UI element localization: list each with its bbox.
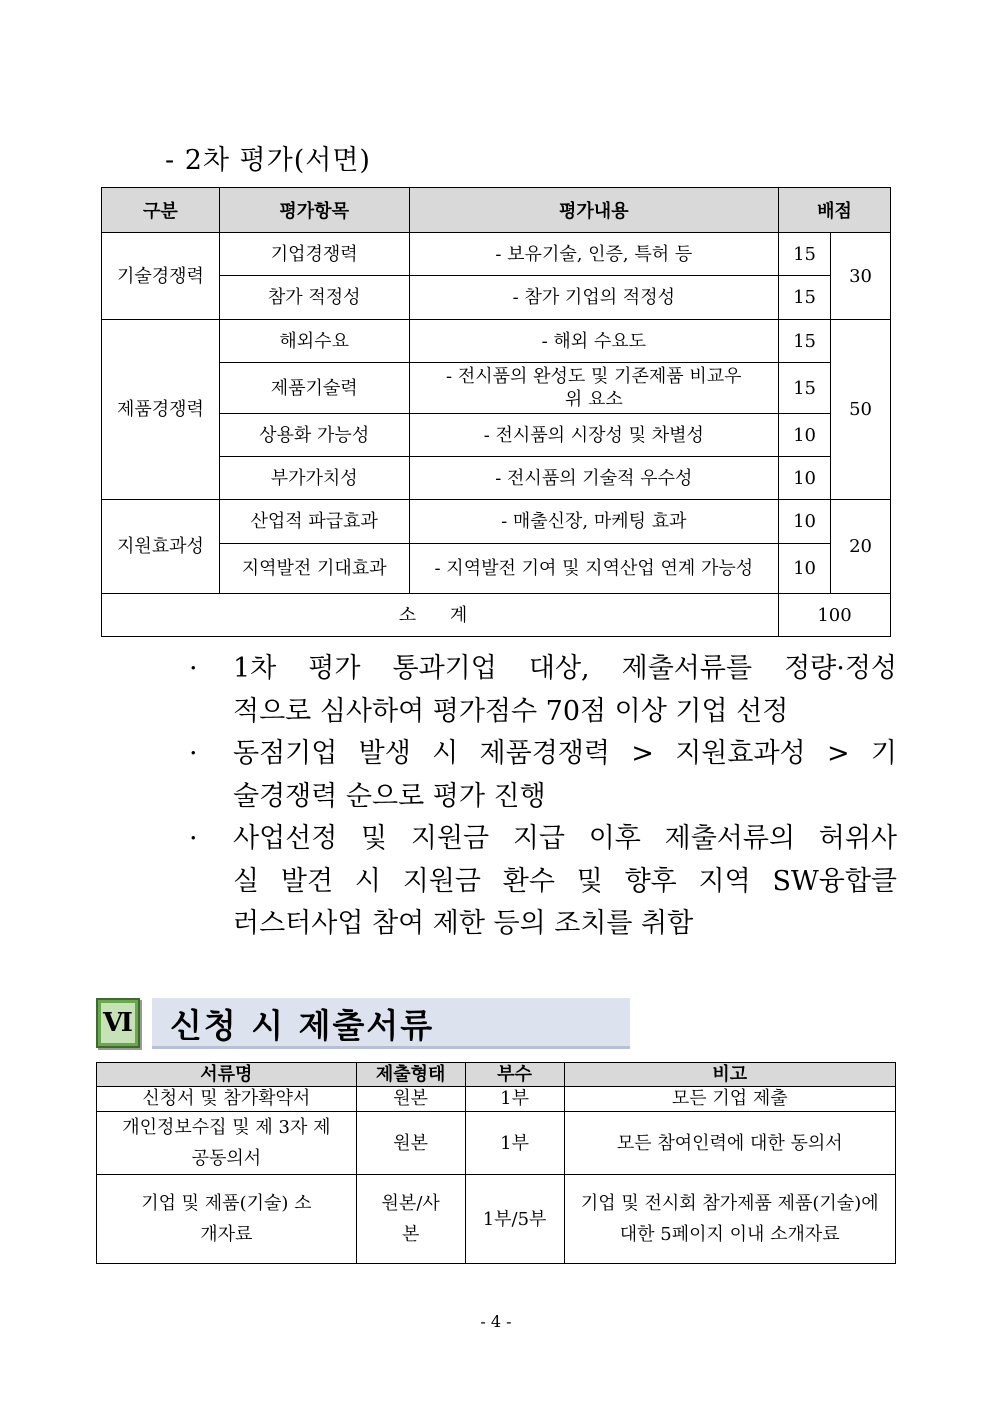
bullet-symbol: ·: [189, 738, 198, 769]
section-number: Ⅵ: [101, 1003, 135, 1043]
bullet-line: 적으로 심사하여 평가점수 70점 이상 기업 선정: [233, 695, 789, 727]
score-cell: 15: [779, 363, 831, 414]
bullet-line: 사업선정 및 지원금 지급 이후 제출서류의 허위사: [233, 823, 897, 854]
score-cell: 15: [779, 233, 831, 276]
copies-cell: 1부/5부: [465, 1175, 564, 1264]
score-cell: 10: [779, 500, 831, 544]
item-cell: 산업적 파급효과: [219, 500, 409, 544]
table-row: [102, 414, 891, 457]
table-row: [102, 320, 891, 363]
content-cell: - 전시품의 시장성 및 차별성: [409, 414, 779, 457]
note-cell: 모든 참여인력에 대한 동의서: [564, 1112, 896, 1175]
item-cell: 상용화 가능성: [219, 414, 409, 457]
header-content: 평가내용: [409, 188, 779, 233]
content-cell: - 해외 수요도: [409, 320, 779, 363]
score-cell: 10: [779, 414, 831, 457]
content-cell: - 전시품의 기술적 우수성: [409, 457, 779, 500]
header-doc-name: 서류명: [97, 1063, 357, 1087]
evaluation-table: [101, 187, 891, 637]
item-cell: 해외수요: [219, 320, 409, 363]
content-cell: - 보유기술, 인증, 특허 등: [409, 233, 779, 276]
header-category: 구분: [102, 188, 220, 233]
table-row: [97, 1112, 896, 1175]
copies-cell: 1부: [465, 1112, 564, 1175]
list-item: [185, 818, 897, 946]
table-row: [102, 544, 891, 594]
bullet-symbol: ·: [189, 653, 198, 684]
section-subtitle: - 2차 평가(서면): [165, 145, 371, 176]
documents-table: [96, 1062, 896, 1264]
header-note: 비고: [564, 1063, 896, 1087]
category-cell: 기술경쟁력: [102, 233, 220, 320]
header-score: 배점: [779, 188, 891, 233]
documents-table-header: [97, 1063, 896, 1087]
header-copies: 부수: [465, 1063, 564, 1087]
evaluation-table-header: [102, 188, 891, 233]
bullet-line: 술경쟁력 순으로 평가 진행: [233, 780, 546, 812]
list-item: [185, 648, 897, 733]
note-cell: 기업 및 전시회 참가제품 제품(기술)에 대한 5페이지 이내 소개자료: [564, 1175, 896, 1264]
page-number: - 4 -: [480, 1312, 512, 1331]
category-cell: 지원효과성: [102, 500, 220, 594]
header-form: 제출형태: [356, 1063, 465, 1087]
subtotal-label: 소 계: [102, 594, 779, 637]
bullet-symbol: ·: [189, 823, 198, 854]
score-cell: 10: [779, 544, 831, 594]
bullet-line: 동점기업 발생 시 제품경쟁력 > 지원효과성 > 기: [233, 738, 897, 769]
doc-name-cell: 개인정보수집 및 제 3자 제공동의서: [97, 1112, 357, 1175]
item-cell: 지역발전 기대효과: [219, 544, 409, 594]
form-cell: 원본: [356, 1112, 465, 1175]
subtotal-row: [102, 594, 891, 637]
item-cell: 참가 적정성: [219, 276, 409, 320]
table-row: [102, 500, 891, 544]
table-row: [102, 233, 891, 276]
table-row: [97, 1087, 896, 1112]
bullet-line: 실 발견 시 지원금 환수 및 향후 지역 SW융합클: [233, 865, 897, 897]
category-cell: 제품경쟁력: [102, 320, 220, 500]
item-cell: 제품기술력: [219, 363, 409, 414]
total-cell: 30: [831, 233, 891, 320]
content-cell: - 지역발전 기여 및 지역산업 연계 가능성: [409, 544, 779, 594]
total-cell: 20: [831, 500, 891, 594]
item-cell: 부가가치성: [219, 457, 409, 500]
copies-cell: 1부: [465, 1087, 564, 1112]
form-cell: 원본/사본: [356, 1175, 465, 1264]
table-row: [102, 363, 891, 414]
criteria-notes: [185, 648, 897, 946]
section-title: 신청 시 제출서류: [170, 1006, 435, 1045]
section-title-bar: [152, 998, 630, 1049]
header-item: 평가항목: [219, 188, 409, 233]
list-item: [185, 733, 897, 818]
subtotal-value: 100: [779, 594, 891, 637]
table-row: [102, 276, 891, 320]
item-cell: 기업경쟁력: [219, 233, 409, 276]
table-row: [97, 1175, 896, 1264]
score-cell: 10: [779, 457, 831, 500]
table-row: [102, 457, 891, 500]
score-cell: 15: [779, 276, 831, 320]
form-cell: 원본: [356, 1087, 465, 1112]
doc-name-cell: 신청서 및 참가확약서: [97, 1087, 357, 1112]
bullet-line: 1차 평가 통과기업 대상, 제출서류를 정량·정성: [233, 653, 897, 684]
section-number-box: [96, 998, 140, 1048]
bullet-line: 러스터사업 참여 제한 등의 조치를 취함: [233, 908, 694, 939]
note-cell: 모든 기업 제출: [564, 1087, 896, 1112]
doc-name-cell: 기업 및 제품(기술) 소개자료: [97, 1175, 357, 1264]
content-cell: - 매출신장, 마케팅 효과: [409, 500, 779, 544]
content-cell: - 참가 기업의 적정성: [409, 276, 779, 320]
content-cell: - 전시품의 완성도 및 기존제품 비교우위 요소: [409, 363, 779, 414]
score-cell: 15: [779, 320, 831, 363]
total-cell: 50: [831, 320, 891, 500]
